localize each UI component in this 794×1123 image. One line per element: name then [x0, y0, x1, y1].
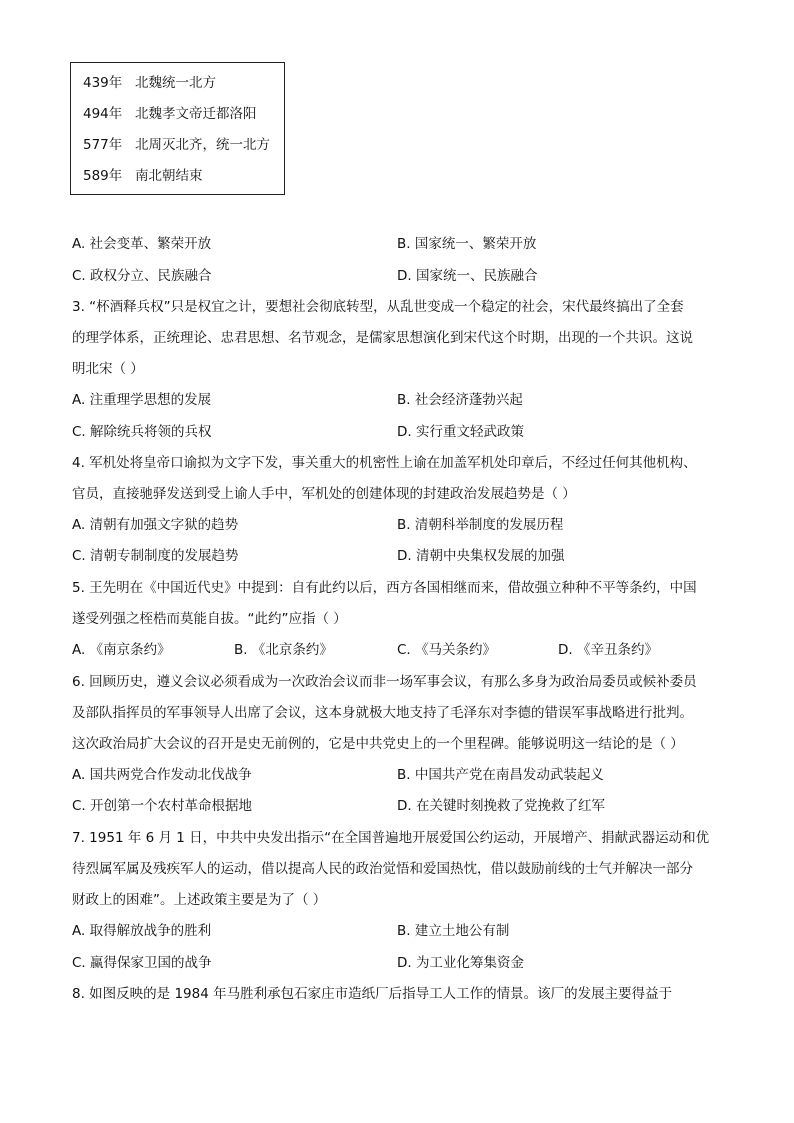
q7-stem-line: 待烈属军属及残疾军人的运动，借以提高人民的政治觉悟和爱国热忱，借以鼓励前线的士气并解决一部分	[72, 861, 693, 877]
q3-stem-line: 明北宋（ ）	[72, 361, 144, 377]
q2-option-a: A. 社会变革、繁荣开放	[72, 236, 212, 252]
q5-option-b: B. 《北京条约》	[234, 642, 333, 658]
q3-stem-line: 的理学体系，正统理论、忠君思想、名节观念，是儒家思想演化到宋代这个时期，出现的一个共识。这说	[72, 330, 693, 346]
timeline-year: 494年	[83, 106, 123, 122]
q5-stem-line: 遂受列强之桎梏而莫能自拔。“此约”应指（ ）	[72, 611, 347, 627]
q6-stem-line: 及部队指挥员的军事领导人出席了会议，这本身就极大地支持了毛泽东对李德的错误军事战略进行批判。	[72, 705, 693, 721]
timeline-row	[83, 166, 203, 186]
timeline-event: 北魏孝文帝迁都洛阳	[135, 106, 257, 122]
q6-option-b: B. 中国共产党在南昌发动武装起义	[397, 767, 604, 783]
q7-stem-line: 7. 1951 年 6 月 1 日，中共中央发出指示“在全国普遍地开展爱国公约运动，开展增产、捐献武器运动和优	[72, 830, 710, 846]
timeline-row	[83, 73, 216, 93]
q3-option-b: B. 社会经济蓬勃兴起	[397, 392, 523, 408]
q3-option-c: C. 解除统兵将领的兵权	[72, 424, 212, 440]
q4-option-b: B. 清朝科举制度的发展历程	[397, 517, 564, 533]
q2-option-d: D. 国家统一、民族融合	[397, 268, 538, 284]
q2-option-b: B. 国家统一、繁荣开放	[397, 236, 537, 252]
timeline-row	[83, 135, 270, 155]
q4-option-c: C. 清朝专制制度的发展趋势	[72, 548, 239, 564]
q6-option-c: C. 开创第一个农村革命根据地	[72, 798, 253, 814]
timeline-year: 577年	[83, 137, 123, 153]
q2-option-c: C. 政权分立、民族融合	[72, 268, 212, 284]
q3-option-a: A. 注重理学思想的发展	[72, 392, 212, 408]
q6-stem-line: 6. 回顾历史，遵义会议必须看成为一次政治会议而非一场军事会议，有那么多身为政治局委员或候补委员	[72, 674, 697, 690]
q6-option-d: D. 在关键时刻挽救了党挽救了红军	[397, 798, 605, 814]
q7-option-a: A. 取得解放战争的胜利	[72, 923, 212, 939]
q7-stem-line: 财政上的困难”。上述政策主要是为了（ ）	[72, 892, 327, 908]
q5-option-c: C. 《马关条约》	[397, 642, 497, 658]
q4-stem-line: 官员，直接驰驿发送到受上谕人手中，军机处的创建体现的封建政治发展趋势是（ ）	[72, 486, 576, 502]
q5-option-d: D. 《辛丑条约》	[558, 642, 658, 658]
q3-option-d: D. 实行重文轻武政策	[397, 424, 524, 440]
q6-stem-line: 这次政治局扩大会议的召开是史无前例的，它是中共党史上的一个里程碑。能够说明这一结论的是（ ）	[72, 736, 684, 752]
q3-stem-line: 3. “杯酒释兵权”只是权宜之计，要想社会彻底转型，从乱世变成一个稳定的社会，宋代最终搞出了全套	[72, 299, 684, 315]
q7-option-b: B. 建立土地公有制	[397, 923, 510, 939]
q7-option-d: D. 为工业化筹集资金	[397, 955, 524, 971]
timeline-year: 439年	[83, 75, 123, 91]
q5-option-a: A. 《南京条约》	[72, 642, 171, 658]
timeline-row	[83, 104, 257, 124]
q5-stem-line: 5. 王先明在《中国近代史》中提到：自有此约以后，西方各国相继而来，借故强立种种不平等条约，中国	[72, 580, 697, 596]
timeline-year: 589年	[83, 168, 123, 184]
timeline-event: 南北朝结束	[135, 168, 203, 184]
timeline-event: 北周灭北齐，统一北方	[135, 137, 270, 153]
q8-stem-line: 8. 如图反映的是 1984 年马胜利承包石家庄市造纸厂后指导工人工作的情景。该厂的发展主要得益于	[72, 986, 673, 1002]
q4-option-d: D. 清朝中央集权发展的加强	[397, 548, 565, 564]
timeline-event: 北魏统一北方	[135, 75, 216, 91]
q7-option-c: C. 赢得保家卫国的战争	[72, 955, 212, 971]
q6-option-a: A. 国共两党合作发动北伐战争	[72, 767, 252, 783]
q4-stem-line: 4. 军机处将皇帝口谕拟为文字下发，事关重大的机密性上谕在加盖军机处印章后，不经过任何其他机构、	[72, 455, 697, 471]
q4-option-a: A. 清朝有加强文字狱的趋势	[72, 517, 239, 533]
timeline-table	[70, 62, 285, 195]
